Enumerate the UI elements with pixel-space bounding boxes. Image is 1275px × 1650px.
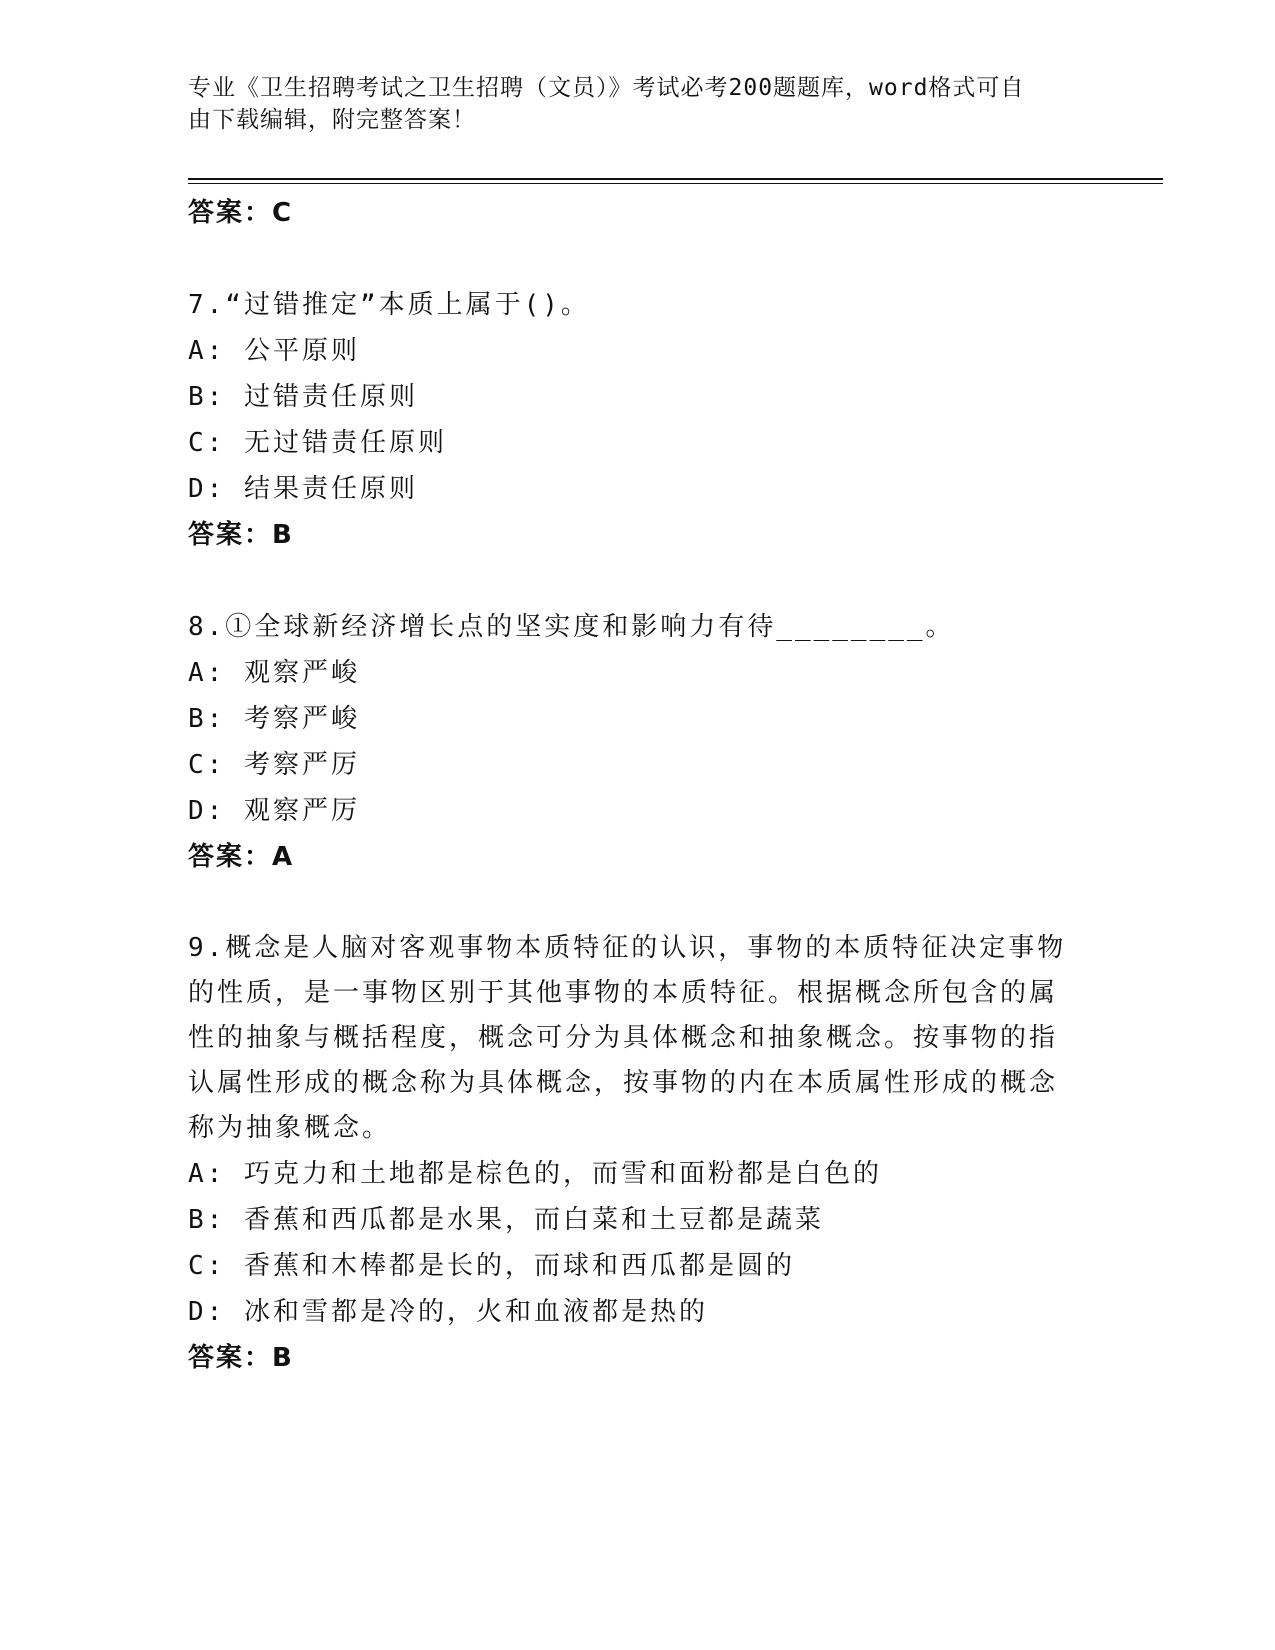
option-c: C: 考察严厉 <box>188 750 360 780</box>
question-9 <box>188 926 1088 1381</box>
header-divider-thin <box>188 183 1163 184</box>
option-b: B: 过错责任原则 <box>188 382 418 412</box>
question-stem: 7.“过错推定”本质上属于()。 <box>188 290 590 320</box>
option-a: A: 观察严峻 <box>188 658 360 688</box>
spacer <box>188 880 1088 926</box>
header-line-2: 由下载编辑，附完整答案！ <box>188 107 476 133</box>
option-b: B: 考察严峻 <box>188 704 360 734</box>
option-c: C: 无过错责任原则 <box>188 428 447 458</box>
option-c: C: 香蕉和木棒都是长的，而球和西瓜都是圆的 <box>188 1251 795 1281</box>
option-a: A: 公平原则 <box>188 336 360 366</box>
answer-line: 答案：B <box>188 1343 294 1373</box>
question-stem <box>188 926 1068 1151</box>
answer-line: 答案：B <box>188 520 294 550</box>
answer-line: 答案：A <box>188 842 295 872</box>
option-d: D: 冰和雪都是冷的，火和血液都是热的 <box>188 1297 708 1327</box>
spacer <box>188 236 1088 282</box>
header-line-1: 专业《卫生招聘考试之卫生招聘（文员）》考试必考200题题库，word格式可自 <box>188 75 1025 101</box>
document-body <box>188 190 1088 1381</box>
stem-line: 性的抽象与概括程度，概念可分为具体概念和抽象概念。按事物的指 <box>188 1023 1059 1053</box>
header-divider-thick <box>188 178 1163 180</box>
option-b: B: 香蕉和西瓜都是水果，而白菜和土豆都是蔬菜 <box>188 1205 824 1235</box>
document-header <box>188 72 1068 136</box>
question-7 <box>188 282 1088 558</box>
stem-line: 的性质，是一事物区别于其他事物的本质特征。根据概念所包含的属 <box>188 978 1059 1008</box>
option-a: A: 巧克力和土地都是棕色的，而雪和面粉都是白色的 <box>188 1159 882 1189</box>
question-8 <box>188 604 1088 880</box>
spacer <box>188 558 1088 604</box>
question-stem: 8.①全球新经济增长点的坚实度和影响力有待________。 <box>188 612 955 642</box>
option-d: D: 结果责任原则 <box>188 474 418 504</box>
option-d: D: 观察严厉 <box>188 796 360 826</box>
stem-line: 9.概念是人脑对客观事物本质特征的认识，事物的本质特征决定事物 <box>188 933 1067 963</box>
stem-line: 认属性形成的概念称为具体概念，按事物的内在本质属性形成的概念 <box>188 1068 1059 1098</box>
stem-line: 称为抽象概念。 <box>188 1113 392 1143</box>
answer-line: 答案：C <box>188 198 294 228</box>
